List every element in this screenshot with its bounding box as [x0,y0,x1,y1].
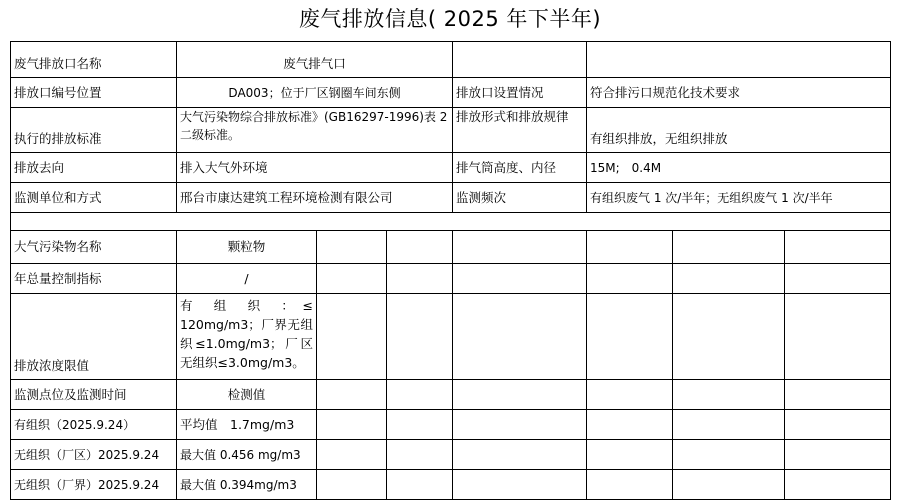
empty-cell [673,440,785,470]
frequency-label: 监测频次 [453,183,587,213]
empty-cell [453,294,587,380]
table-row [11,410,891,440]
empty-cell [453,440,587,470]
empty-cell [387,410,453,440]
form-value: 有组织排放，无组织排放 [587,108,891,153]
monitoring-point-value: 检测值 [177,380,317,410]
concentration-limit-value [177,294,317,380]
empty-cell [673,380,785,410]
frequency-value: 有组织废气 1 次/半年；无组织废气 1 次/半年 [587,183,891,213]
table-row [11,153,891,183]
empty-cell [317,410,387,440]
limit-line: 无组织≤3.0mg/m3。 [180,355,305,370]
standard-label: 执行的排放标准 [11,108,177,153]
table-row [11,183,891,213]
empty-cell [453,42,587,78]
empty-cell [785,380,891,410]
empty-cell [673,231,785,264]
empty-cell [587,231,673,264]
table-row [11,78,891,108]
measurement-point-label: 无组织（厂区）2025.9.24 [11,440,177,470]
empty-cell [11,213,891,231]
table-row-spacer [11,213,891,231]
stack-label: 排气筒高度、内径 [453,153,587,183]
empty-cell [785,294,891,380]
emission-info-table [10,41,891,500]
empty-cell [587,42,891,78]
empty-cell [317,380,387,410]
monitoring-point-label: 监测点位及监测时间 [11,380,177,410]
empty-cell [785,440,891,470]
empty-cell [387,380,453,410]
table-row [11,108,891,153]
limit-line: 120mg/m3；厂界无组 [180,317,313,332]
measurement-point-label: 无组织（厂界）2025.9.24 [11,470,177,500]
empty-cell [785,231,891,264]
empty-cell [387,440,453,470]
empty-cell [317,231,387,264]
table-row [11,294,891,380]
empty-cell [387,231,453,264]
empty-cell [317,294,387,380]
limit-line: 有 组 织 ：≤ [180,298,313,313]
measurement-value: 平均值 1.7mg/m3 [177,410,317,440]
annual-total-label: 年总量控制指标 [11,264,177,294]
form-label: 排放形式和排放规律 [453,108,587,153]
measurement-value: 最大值 0.456 mg/m3 [177,440,317,470]
empty-cell [587,440,673,470]
empty-cell [317,440,387,470]
empty-cell [673,470,785,500]
pollutant-name-label: 大气污染物名称 [11,231,177,264]
empty-cell [387,264,453,294]
outlet-code-label: 排放口编号位置 [11,78,177,108]
empty-cell [387,470,453,500]
empty-cell [785,264,891,294]
outlet-setting-value: 符合排污口规范化技术要求 [587,78,891,108]
empty-cell [453,231,587,264]
page-title: 废气排放信息( 2025 年下半年) [298,7,602,31]
empty-cell [587,294,673,380]
table-row [11,264,891,294]
destination-label: 排放去向 [11,153,177,183]
empty-cell [587,470,673,500]
table-row [11,470,891,500]
concentration-limit-label: 排放浓度限值 [11,294,177,380]
empty-cell [673,410,785,440]
destination-value: 排入大气外环境 [177,153,453,183]
annual-total-value: / [177,264,317,294]
outlet-code-value: DA003；位于厂区钢圈车间东侧 [177,78,453,108]
empty-cell [587,410,673,440]
empty-cell [317,470,387,500]
outlet-setting-label: 排放口设置情况 [453,78,587,108]
empty-cell [673,264,785,294]
empty-cell [587,264,673,294]
empty-cell [673,294,785,380]
outlet-name-value: 废气排气口 [177,42,453,78]
empty-cell [785,410,891,440]
measurement-value: 最大值 0.394mg/m3 [177,470,317,500]
empty-cell [387,294,453,380]
pollutant-name-value: 颗粒物 [177,231,317,264]
limit-line: 织≤1.0mg/m3；厂区 [180,336,313,351]
empty-cell [785,470,891,500]
standard-value: 大气污染物综合排放标准》(GB16297-1996)表 2 二级标准。 [177,108,453,153]
empty-cell [453,470,587,500]
stack-value: 15M; 0.4M [587,153,891,183]
empty-cell [453,380,587,410]
table-row [11,42,891,78]
empty-cell [453,264,587,294]
empty-cell [453,410,587,440]
outlet-name-label: 废气排放口名称 [11,42,177,78]
monitoring-unit-value: 邢台市康达建筑工程环境检测有限公司 [177,183,453,213]
table-row [11,380,891,410]
measurement-point-label: 有组织（2025.9.24） [11,410,177,440]
table-row [11,440,891,470]
empty-cell [587,380,673,410]
monitoring-unit-label: 监测单位和方式 [11,183,177,213]
table-row [11,231,891,264]
empty-cell [317,264,387,294]
